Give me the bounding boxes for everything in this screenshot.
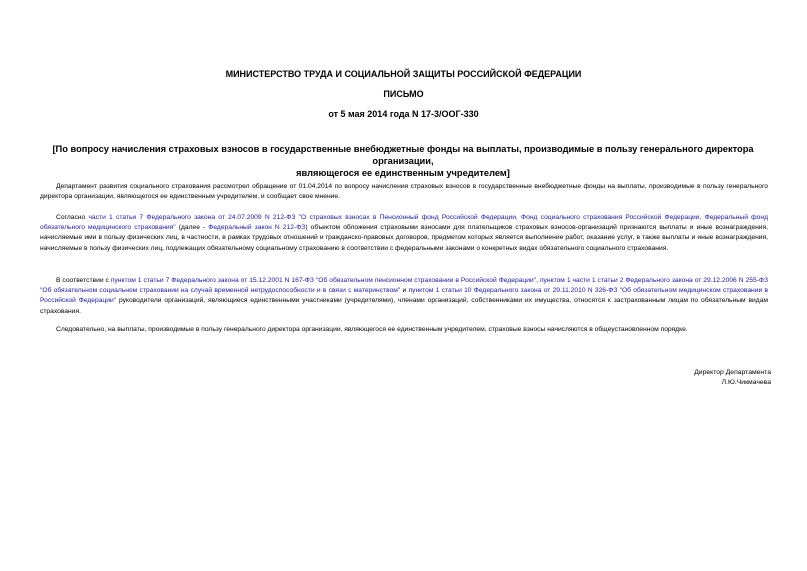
- p2-text-3: ) объектом обложения страховыми взносами для плательщиков страховых взносов-организаций признаются выплаты и иные вознаграждения, начисляемые ими в пользу физических лиц, в частности, в рамках трудовых отношений и гражданско-правовых договоров, предметом которых является выполнение работ, оказание услуг, в также выплаты и иные вознаграждения, начисляемые в пользу физических лиц, подлежащих обязательному социальному страхованию в соответствии с федеральными законами о конкретных видах обязательного социального страхования.: [40, 224, 768, 252]
- document-date-number: от 5 мая 2014 года N 17-3/ООГ-330: [328, 109, 479, 119]
- p3-text-2: ,: [536, 277, 540, 284]
- signature-block: [694, 368, 771, 389]
- paragraph-3: [40, 276, 768, 317]
- law-212-fz-link[interactable]: части 1 статьи 7 Федерального закона от 24.07.2009 N 212-ФЗ "О страховых взносах в Пенсионный фонд Российской Федерации, Фонд социального страхования Российской Федерации, Федеральный фонд обязательного медицинского страхования": [40, 214, 768, 232]
- ministry-title: МИНИСТЕРСТВО ТРУДА И СОЦИАЛЬНОЙ ЗАЩИТЫ РОССИЙСКОЙ ФЕДЕРАЦИИ: [225, 69, 582, 79]
- p3-text-1: В соответствии с: [56, 277, 111, 284]
- signature-position: Директор Департамента: [694, 369, 771, 376]
- subject-line-2: являющегося ее единственным учредителем]: [296, 168, 510, 178]
- p2-text-2: (далее -: [175, 224, 209, 232]
- signature-name: Л.Ю.Чикмачева: [721, 379, 771, 387]
- document-subject: [34, 143, 772, 179]
- subject-line-1: [По вопросу начисления страховых взносов в государственные внебюджетные фонды на выплаты, производимые в пользу генерального директора организации,: [52, 144, 754, 166]
- p3-text-4: руководители организаций, являющиеся единственными участниками (учредителями), членами организаций, собственниками их имущества, относятся к застрахованным лицам по обязательным видам страхования.: [40, 297, 769, 315]
- law-212-fz-short-link[interactable]: Федеральный закон N 212-ФЗ: [208, 224, 306, 232]
- paragraph-2: [40, 213, 768, 254]
- law-326-fz-link[interactable]: пунктом 1 статьи 10 Федерального закона от 29.11.2010 N 326-ФЗ "Об обязательном медицинском страховании в Российской Федерации": [40, 287, 768, 305]
- law-167-fz-link[interactable]: пунктом 1 статьи 7 Федерального закона от 15.12.2001 N 167-ФЗ "Об обязательном пенсионном страховании в Российской Федерации": [110, 277, 537, 284]
- p3-text-3: и: [400, 287, 409, 295]
- p2-text-1: Согласно: [56, 214, 89, 221]
- document-type: ПИСЬМО: [383, 89, 424, 99]
- law-255-fz-link[interactable]: пунктом 1 части 1 статьи 2 Федерального закона от 29.12.2006 N 255-ФЗ "Об обязательном социальном страховании на случай временной нетрудоспособности и в связи с материнством": [40, 277, 769, 295]
- paragraph-1: Департамент развития социального страхования рассмотрел обращение от 01.04.2014 по вопросу начисления страховых взносов в государственные внебюджетные фонды на выплаты, производимые в пользу генерального директора организации, являющегося ее единственным учредителем, и сообщает свое мнение.: [40, 183, 768, 201]
- paragraph-4: Следовательно, на выплаты, производимые в пользу генерального директора организации, являющегося ее единственным учредителем, страховые взносы начисляются в общеустановленном порядке.: [56, 326, 688, 333]
